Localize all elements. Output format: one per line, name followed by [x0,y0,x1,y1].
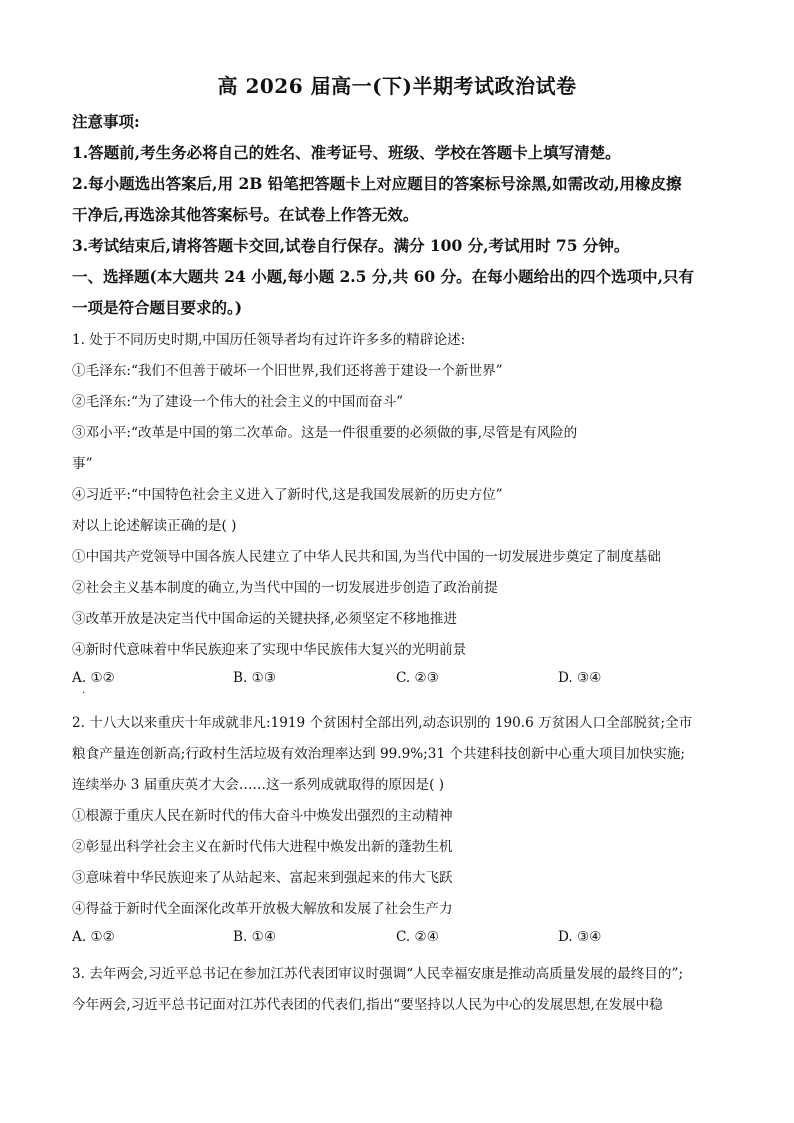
question-3-stem: 3. 去年两会,习近平总书记在参加江苏代表团审议时强调“人民幸福安康是推动高质量发展的最终目的”; [72,966,684,982]
question-1-option-c[interactable]: C. ②③ [396,670,439,686]
question-1-stem: 1. 处于不同历史时期,中国历任领导者均有过许许多多的精辟论述: [72,332,466,348]
question-1-quote: ④习近平:“中国特色社会主义进入了新时代,这是我国发展新的历史方位” [72,487,503,503]
question-1-prompt: 对以上论述解读正确的是( ) [72,518,237,534]
notice-heading: 注意事项: [72,112,140,131]
question-2-statement: ④得益于新时代全面深化改革开放极大解放和发展了社会生产力 [72,901,453,917]
question-1-quote: ①毛泽东:“我们不但善于破坏一个旧世界,我们还将善于建设一个新世界” [72,363,503,379]
question-2-prompt: 连续举办 3 届重庆英才大会……这一系列成就取得的原因是( ) [72,777,445,793]
question-1-option-b[interactable]: B. ①③ [233,670,277,686]
notice-item: 2.每小题选出答案后,用 2B 铅笔把答题卡上对应题目的答案标号涂黑,如需改动,用橡皮擦 [72,174,682,193]
question-2-option-a[interactable]: A. ①② [72,929,115,945]
question-2-statement: ③意味着中华民族迎来了从站起来、富起来到强起来的伟大飞跃 [72,870,453,886]
question-1-option-a[interactable]: A. ①② [72,670,115,686]
notice-item: 1.答题前,考生务必将自己的姓名、准考证号、班级、学校在答题卡上填写清楚。 [72,143,621,162]
question-2-option-c[interactable]: C. ②④ [396,929,439,945]
question-1-statement: ①中国共产党领导中国各族人民建立了中华人民共和国,为当代中国的一切发展进步奠定了制度基础 [72,549,661,565]
question-2-option-b[interactable]: B. ①④ [233,929,277,945]
notice-item: 3.考试结束后,请将答题卡交回,试卷自行保存。满分 100 分,考试用时 75 分钟。 [72,236,630,255]
question-2-statement: ②彰显出科学社会主义在新时代伟大进程中焕发出新的蓬勃生机 [72,839,453,855]
section-heading: 一、选择题(本大题共 24 小题,每小题 2.5 分,共 60 分。在每小题给出的四个选项中,只有 [72,267,695,286]
question-1-statement: ④新时代意味着中华民族迎来了实现中华民族伟大复兴的光明前景 [72,642,467,658]
question-3-stem-cont: 今年两会,习近平总书记面对江苏代表团的代表们,指出“要坚持以人民为中心的发展思想,在发展中稳 [72,997,663,1013]
question-2-stem: 2. 十八大以来重庆十年成就非凡:1919 个贫困村全部出列,动态识别的 190.6 万贫困人口全部脱贫;全市 [72,715,693,731]
question-2-stem-cont: 粮食产量连创新高;行政村生活垃圾有效治理率达到 99.9%;31 个共建科技创新中心重大项目加快实施; [72,746,686,762]
question-1-option-d[interactable]: D. ③④ [558,670,602,686]
question-1-quote: ②毛泽东:“为了建设一个伟大的社会主义的中国而奋斗” [72,394,404,410]
question-2-statement: ①根源于重庆人民在新时代的伟大奋斗中焕发出强烈的主动精神 [72,808,453,824]
question-1-quote-cont: 事” [72,456,93,472]
notice-item: 干净后,再选涂其他答案标号。在试卷上作答无效。 [72,205,419,224]
question-1-statement: ②社会主义基本制度的确立,为当代中国的一切发展进步创造了政治前提 [72,580,498,596]
stray-dot: · [82,688,86,699]
page-title: 高 2026 届高一(下)半期考试政治试卷 [217,74,577,98]
question-2-option-d[interactable]: D. ③④ [558,929,602,945]
question-1-quote: ③邓小平:“改革是中国的第二次革命。这是一件很重要的必须做的事,尽管是有风险的 [72,425,578,441]
section-heading-cont: 一项是符合题目要求的。) [72,298,243,317]
question-1-statement: ③改革开放是决定当代中国命运的关键抉择,必须坚定不移地推进 [72,611,457,627]
